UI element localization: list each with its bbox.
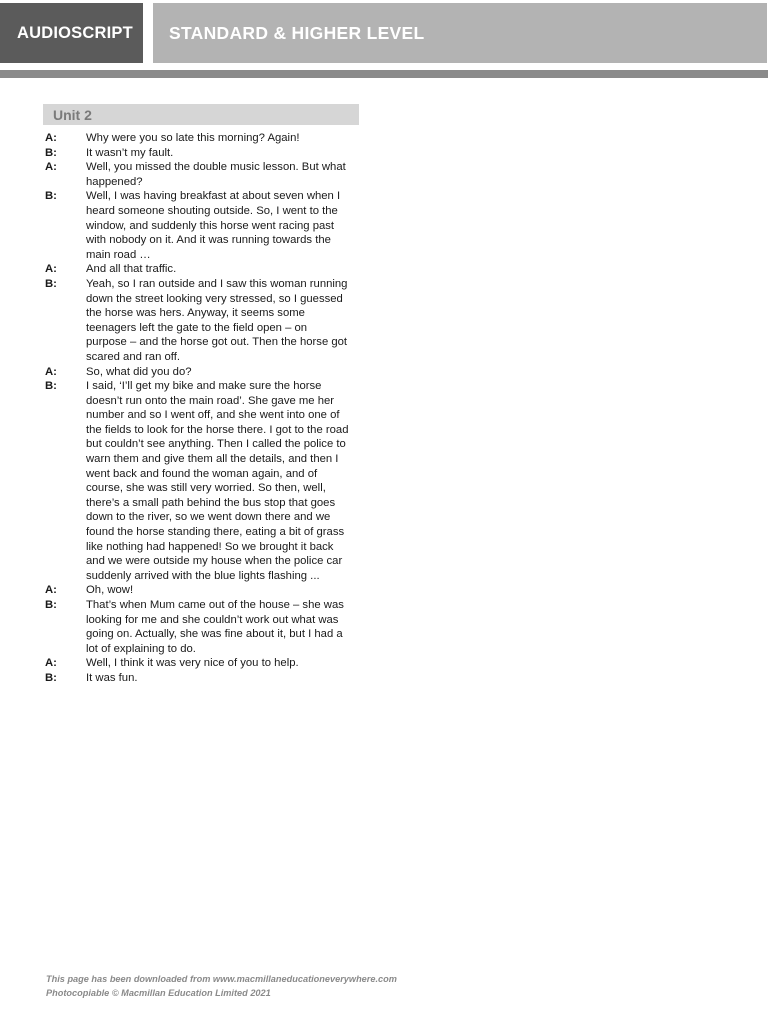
speaker-label: A: [45, 584, 57, 597]
dialogue-line: the fields to look for the horse there. I got to the road [86, 423, 349, 436]
dialogue-line: like nothing had happened! So we brought it back [86, 540, 334, 553]
dialogue-turn [45, 160, 365, 189]
dialogue-turn [45, 656, 365, 671]
dialogue-line: going on. Actually, she was fine about it, but I had a [86, 628, 343, 641]
dialogue-line: warn them and give them all the details, and then I [86, 453, 339, 466]
level-label-text: STANDARD & HIGHER LEVEL [169, 22, 425, 43]
dialogue-line: down the street looking very stressed, so I guessed [86, 292, 343, 305]
dialogue-line: scared and ran off. [86, 350, 180, 363]
dialogue-text [86, 365, 192, 380]
dialogue-text [86, 656, 299, 671]
unit-heading [43, 104, 359, 125]
dialogue-turn [45, 277, 365, 365]
dialogue-line: teenagers left the gate to the field open – on [86, 321, 308, 334]
dialogue-line: Well, you missed the double music lesson. But what [86, 161, 346, 174]
dialogue-line: Why were you so late this morning? Again! [86, 132, 300, 144]
dialogue-turn [45, 262, 365, 277]
section-header-label [0, 3, 143, 63]
speaker-label: B: [45, 190, 57, 203]
dialogue-text [86, 583, 133, 598]
download-note: This page has been downloaded from www.macmillaneducationeverywhere.com [46, 974, 397, 984]
dialogue-line: And all that traffic. [86, 263, 177, 276]
dialogue-line: but couldn’t see anything. Then I called the police to [86, 438, 346, 451]
dialogue-text [86, 131, 300, 146]
speaker-label: B: [45, 277, 57, 290]
dialogue-line: doesn’t run onto the main road’. She gave me her [86, 394, 335, 407]
dialogue-line: the horse was hers. Anyway, it seems some [86, 307, 305, 320]
dialogue-line: purpose – and the horse got out. Then the horse got [86, 336, 348, 349]
dialogue-line: looking for me and she couldn’t work out what was [86, 613, 339, 626]
dialogue-line: Well, I think it was very nice of you to help. [86, 657, 299, 670]
dialogue-turn [45, 146, 365, 161]
dialogue-line: happened? [86, 175, 143, 188]
dialogue-line: suddenly arrived with the blue lights flashing ... [86, 569, 320, 582]
speaker-label: A: [45, 161, 57, 174]
dialogue-line: found the horse standing there, eating a bit of grass [86, 526, 345, 539]
dialogue-line: number and so I went off, and she went into one of [86, 409, 340, 422]
dialogue-line: Yeah, so I ran outside and I saw this woman running [86, 277, 348, 290]
dialogue-text [86, 671, 138, 686]
dialogue-turn [45, 379, 365, 583]
dialogue-line: there’s a small path behind the bus stop that goes [86, 496, 336, 509]
dialogue-line: main road … [86, 248, 151, 261]
dialogue-turn [45, 189, 365, 262]
dialogue-line: Well, I was having breakfast at about seven when I [86, 190, 341, 203]
dialogue-line: It wasn’t my fault. [86, 146, 174, 159]
speaker-label: B: [45, 599, 57, 611]
dialogue-line: lot of explaining to do. [86, 642, 196, 655]
dialogue-text [86, 189, 340, 262]
dialogue-line: So, what did you do? [86, 365, 192, 378]
section-label-text: AUDIOSCRIPT [17, 23, 133, 42]
dialogue-text [86, 160, 346, 189]
dialogue-line: and we were outside my house when the police car [86, 555, 343, 568]
dialogue-line: with nobody on it. And it was running towards the [86, 234, 331, 247]
dialogue-text [86, 146, 173, 161]
dialogue-line: That’s when Mum came out of the house – she was [86, 599, 344, 611]
dialogue-line: window, and suddenly this horse went racing past [86, 219, 335, 232]
page-footer [46, 972, 546, 1000]
dialogue-turn [45, 598, 365, 656]
header-divider [0, 70, 768, 78]
dialogue-text [86, 277, 347, 365]
dialogue-line: It was fun. [86, 671, 138, 684]
dialogue-line: I said, ‘I’ll get my bike and make sure the horse [86, 380, 322, 393]
dialogue-line: Oh, wow! [86, 584, 134, 597]
dialogue-text [86, 379, 349, 583]
dialogue-line: course, she was still very worried. So then, well, [86, 482, 326, 495]
speaker-label: B: [45, 671, 57, 684]
copyright-note: Photocopiable © Macmillan Education Limited 2021 [46, 988, 271, 998]
speaker-label: A: [45, 657, 57, 670]
speaker-label: B: [45, 380, 57, 393]
dialogue-line: heard someone shouting outside. So, I went to the [86, 204, 338, 217]
speaker-label: B: [45, 146, 57, 159]
dialogue-turn [45, 131, 365, 146]
dialogue-text [86, 262, 176, 277]
speaker-label: A: [45, 263, 57, 276]
dialogue-line: down to the river, so we went down there and we [86, 511, 331, 524]
audioscript-dialogue [45, 131, 365, 686]
level-header-label [153, 3, 767, 63]
dialogue-turn [45, 671, 365, 686]
dialogue-turn [45, 583, 365, 598]
unit-title: Unit 2 [53, 106, 92, 123]
dialogue-text [86, 598, 344, 656]
speaker-label: A: [45, 365, 57, 378]
dialogue-line: went back and found the woman again, and of [86, 467, 318, 480]
speaker-label: A: [45, 132, 57, 144]
dialogue-turn [45, 365, 365, 380]
